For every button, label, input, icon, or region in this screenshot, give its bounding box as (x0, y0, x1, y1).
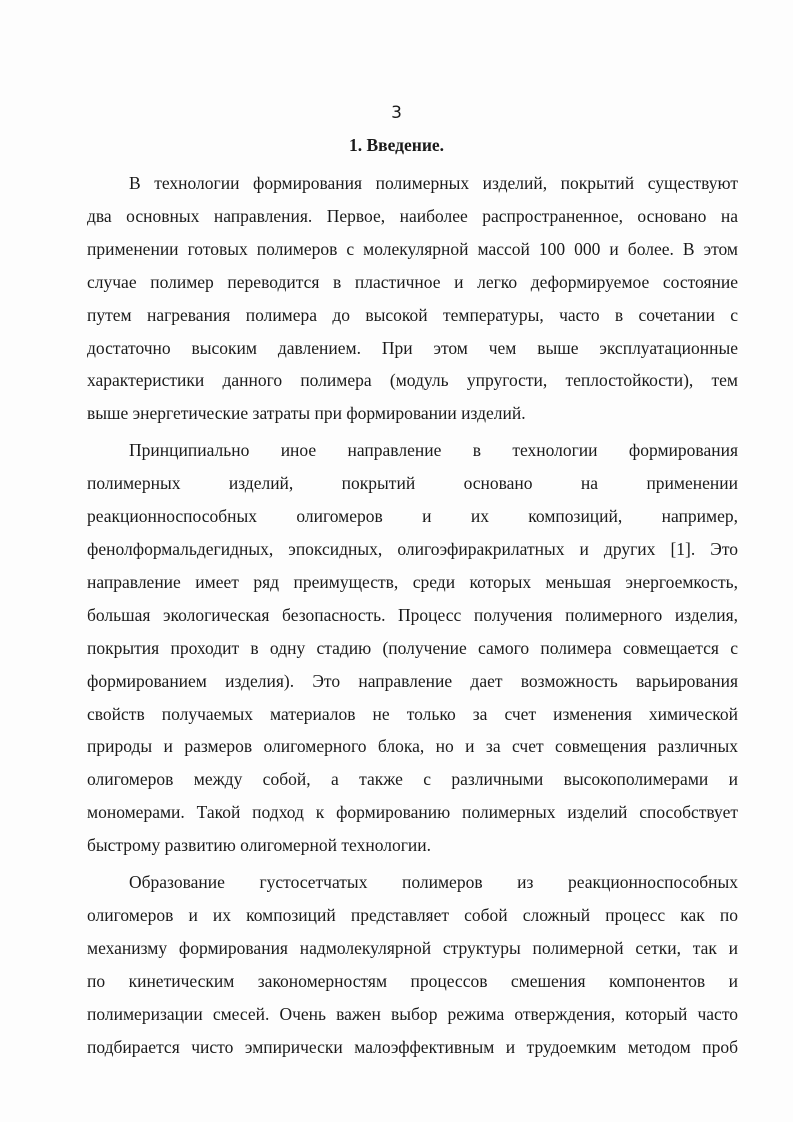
text-line: два основных направления. Первое, наиболее распространенное, основано на (87, 205, 738, 226)
paragraph (87, 167, 738, 430)
text-line: механизму формирования надмолекулярной структуры полимерной сетки, так и (87, 937, 738, 958)
text-line: покрытия проходит в одну стадию (получение самого полимера совмещается с (87, 637, 738, 658)
text-line: характеристики данного полимера (модуль упругости, теплостойкости), тем (87, 370, 738, 391)
text-line: выше энергетические затраты при формировании изделий. (87, 403, 526, 424)
paragraph (87, 434, 738, 862)
body-text (87, 167, 738, 1063)
text-line: применении готовых полимеров с молекулярной массой 100 000 и более. В этом (87, 238, 738, 259)
text-line: Образование густосетчатых полимеров из реакционноспособных (129, 872, 738, 893)
text-line: быстрому развитию олигомерной технологии. (87, 835, 431, 856)
text-line: подбирается чисто эмпирически малоэффективным и трудоемким методом проб (87, 1036, 738, 1057)
text-line: природы и размеров олигомерного блока, но и за счет совмещения различных (87, 736, 738, 757)
text-line: свойств получаемых материалов не только за счет изменения химической (87, 703, 738, 724)
text-line: случае полимер переводится в пластичное и легко деформируемое состояние (87, 271, 738, 292)
text-line: формированием изделия). Это направление дает возможность варьирования (87, 670, 738, 691)
text-line: большая экологическая безопасность. Процесс получения полимерного изделия, (87, 604, 738, 625)
text-line: путем нагревания полимера до высокой температуры, часто в сочетании с (87, 304, 738, 325)
text-line: направление имеет ряд преимуществ, среди которых меньшая энергоемкость, (87, 571, 738, 592)
text-line: Принципиально иное направление в технологии формирования (129, 440, 738, 461)
text-line: В технологии формирования полимерных изделий, покрытий существуют (129, 173, 738, 193)
text-line: олигомеров между собой, а также с различными высокополимерами и (87, 769, 738, 790)
section-heading: 1. Введение. (348, 135, 445, 155)
text-line: полимеризации смесей. Очень важен выбор режима отверждения, который часто (87, 1003, 738, 1024)
text-line: олигомеров и их композиций представляет собой сложный процесс как по (87, 904, 738, 925)
page-number: 3 (391, 103, 402, 123)
text-line: мономерами. Такой подход к формированию полимерных изделий способствует (87, 802, 738, 823)
paragraph (87, 866, 738, 1063)
text-line: реакционноспособных олигомеров и их композиций, например, (87, 506, 738, 527)
text-line: по кинетическим закономерностям процессов смешения компонентов и (87, 970, 738, 991)
text-line: достаточно высоким давлением. При этом чем выше эксплуатационные (87, 337, 738, 358)
text-line: полимерных изделий, покрытий основано на применении (87, 473, 738, 494)
text-line: фенолформальдегидных, эпоксидных, олигоэфиракрилатных и других [1]. Это (87, 538, 738, 559)
